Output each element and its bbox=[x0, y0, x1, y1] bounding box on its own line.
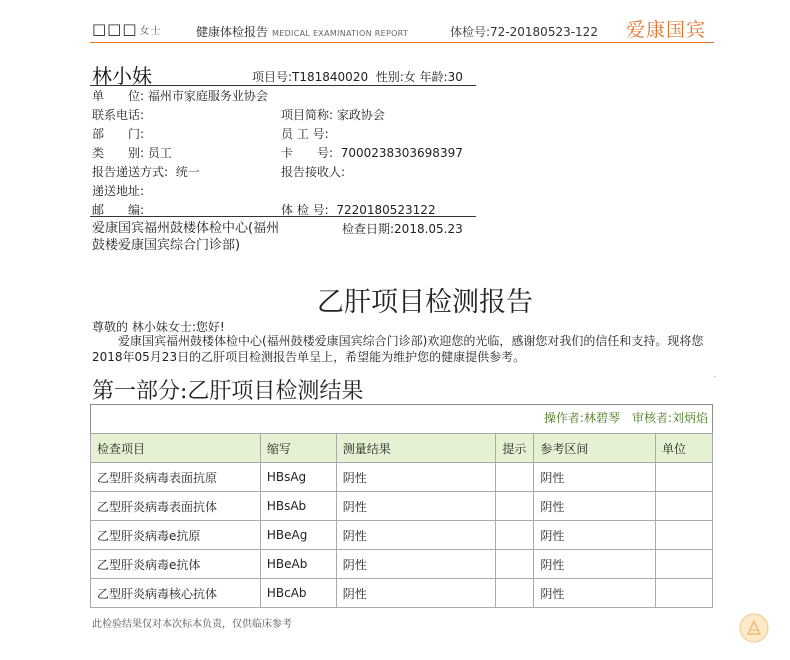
category-row bbox=[92, 144, 172, 161]
delivery-label: 报告递送方式: bbox=[92, 165, 169, 179]
dept-label: 部 门: bbox=[92, 127, 145, 141]
category-label: 类 别: bbox=[92, 146, 145, 160]
cell-item: 乙型肝炎病毒表面抗体 bbox=[91, 492, 261, 521]
staff-no-label: 员 工 号: bbox=[281, 127, 329, 141]
cell-result: 阴性 bbox=[336, 463, 496, 492]
report-header-title-en: MEDICAL EXAMINATION REPORT bbox=[272, 29, 409, 38]
exam-center-name: 爱康国宾福州鼓楼体检中心(福州鼓楼爱康国宾综合门诊部) bbox=[92, 221, 280, 253]
section-title: 第一部分:乙肝项目检测结果 bbox=[92, 379, 364, 404]
col-header-reference: 参考区间 bbox=[534, 434, 656, 463]
patient-meta bbox=[252, 68, 463, 85]
cell-reference: 阴性 bbox=[534, 521, 656, 550]
cell-abbr: HBeAb bbox=[260, 550, 336, 579]
cell-unit bbox=[656, 463, 713, 492]
cell-reference: 阴性 bbox=[534, 492, 656, 521]
cell-item: 乙型肝炎病毒表面抗原 bbox=[91, 463, 261, 492]
project-number: 项目号:T181840020 bbox=[252, 70, 369, 84]
cell-reference: 阴性 bbox=[534, 550, 656, 579]
cell-item: 乙型肝炎病毒核心抗体 bbox=[91, 579, 261, 608]
col-header-hint: 提示 bbox=[496, 434, 534, 463]
results-table-container bbox=[90, 404, 713, 605]
watermark-seal-icon bbox=[738, 612, 770, 644]
table-row bbox=[91, 463, 713, 492]
check-date: 检查日期:2018.05.23 bbox=[342, 222, 463, 236]
exam-no-label: 体 检 号: bbox=[281, 203, 329, 217]
exam-no-value: 7220180523122 bbox=[336, 203, 436, 217]
cell-abbr: HBcAb bbox=[260, 579, 336, 608]
report-header-title-cn: 健康体检报告 bbox=[196, 25, 269, 39]
report-header-title bbox=[196, 23, 408, 40]
card-row bbox=[281, 144, 463, 161]
intro-paragraph: 爱康国宾福州鼓楼体检中心(福州鼓楼爱康国宾综合门诊部)欢迎您的光临，感谢您对我们的信任和支持。现将您2018年05月23日的乙肝项目检测报告单呈上，希望能为维护您的健康提供参考。 bbox=[92, 334, 704, 364]
header-exam-id: 体检号:72-20180523-122 bbox=[450, 25, 598, 39]
unit-row bbox=[92, 87, 268, 104]
address-label: 递送地址: bbox=[92, 184, 145, 198]
cell-result: 阴性 bbox=[336, 521, 496, 550]
receiver-label: 报告接收人: bbox=[281, 165, 346, 179]
unit-label: 单 位: bbox=[92, 89, 145, 103]
margin-dot: . bbox=[714, 372, 716, 379]
table-row bbox=[91, 550, 713, 579]
cell-reference: 阴性 bbox=[534, 463, 656, 492]
info-divider-bottom bbox=[90, 216, 476, 217]
project-abbr-value: 家政协会 bbox=[336, 108, 385, 122]
operators-line: 操作者:林碧琴 审核者:刘炳焰 bbox=[543, 411, 708, 425]
results-table bbox=[90, 433, 713, 608]
cell-hint bbox=[496, 492, 534, 521]
phone-label: 联系电话: bbox=[92, 108, 145, 122]
cell-item: 乙型肝炎病毒e抗体 bbox=[91, 550, 261, 579]
greeting: 尊敬的 林小妹女士:您好! bbox=[92, 320, 225, 334]
col-header-item: 检查项目 bbox=[91, 434, 261, 463]
brand-logo: 爱康国宾 bbox=[626, 19, 707, 41]
header-divider bbox=[90, 42, 714, 43]
header-recipient bbox=[92, 20, 162, 38]
table-header-row bbox=[91, 434, 713, 463]
cell-abbr: HBsAg bbox=[260, 463, 336, 492]
recipient-suffix: 女士 bbox=[139, 26, 162, 37]
cell-result: 阴性 bbox=[336, 492, 496, 521]
cell-hint bbox=[496, 579, 534, 608]
card-value: 7000238303698397 bbox=[340, 146, 463, 160]
col-header-unit: 单位 bbox=[656, 434, 713, 463]
cell-abbr: HBsAb bbox=[260, 492, 336, 521]
footer-note: 此检验结果仅对本次标本负责，仅供临床参考 bbox=[92, 619, 292, 630]
cell-abbr: HBeAg bbox=[260, 521, 336, 550]
table-row bbox=[91, 579, 713, 608]
cell-unit bbox=[656, 550, 713, 579]
delivery-value: 统一 bbox=[175, 165, 200, 179]
patient-gender: 性别:女 bbox=[375, 70, 416, 84]
col-header-result: 测量结果 bbox=[336, 434, 496, 463]
recipient-name-placeholder: □□□ bbox=[92, 20, 138, 38]
cell-reference: 阴性 bbox=[534, 579, 656, 608]
col-header-abbr: 缩写 bbox=[260, 434, 336, 463]
cell-result: 阴性 bbox=[336, 579, 496, 608]
patient-age: 年龄:30 bbox=[419, 70, 463, 84]
table-row bbox=[91, 492, 713, 521]
category-value: 员工 bbox=[147, 146, 172, 160]
patient-name: 林小妹 bbox=[92, 64, 152, 88]
delivery-row bbox=[92, 163, 200, 180]
cell-hint bbox=[496, 550, 534, 579]
card-label: 卡 号: bbox=[281, 146, 334, 160]
project-abbr-row bbox=[281, 106, 385, 123]
cell-item: 乙型肝炎病毒e抗原 bbox=[91, 521, 261, 550]
cell-unit bbox=[656, 492, 713, 521]
cell-hint bbox=[496, 463, 534, 492]
table-row bbox=[91, 521, 713, 550]
postcode-label: 邮 编: bbox=[92, 203, 145, 217]
info-divider-top bbox=[90, 85, 476, 86]
unit-value: 福州市家庭服务业协会 bbox=[147, 89, 268, 103]
cell-result: 阴性 bbox=[336, 550, 496, 579]
project-abbr-label: 项目简称: bbox=[281, 108, 334, 122]
cell-hint bbox=[496, 521, 534, 550]
cell-unit bbox=[656, 521, 713, 550]
cell-unit bbox=[656, 579, 713, 608]
report-title: 乙肝项目检测报告 bbox=[317, 287, 533, 318]
